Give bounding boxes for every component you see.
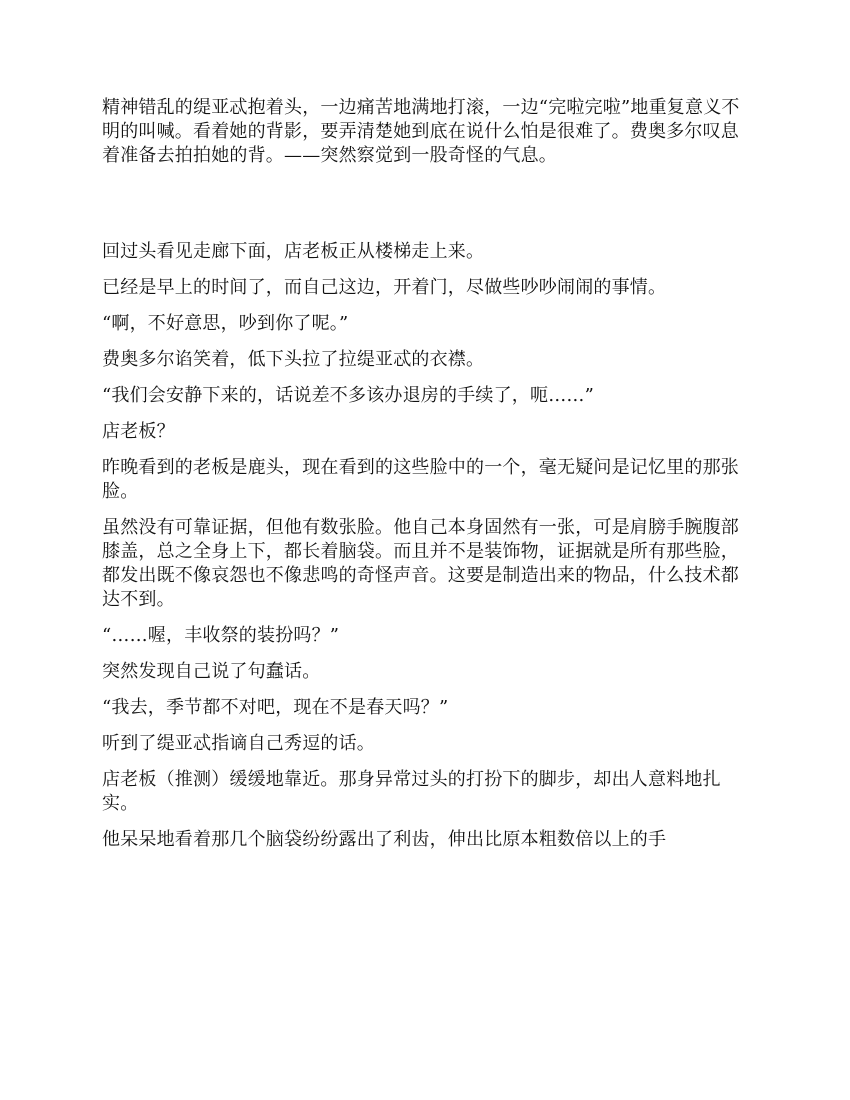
paragraph: “……喔，丰收祭的装扮吗？” [102,625,340,646]
paragraph: “我们会安静下来的，话说差不多该办退房的手续了，呃……” [102,385,595,406]
paragraph: 店老板（推测）缓缓地靠近。那身异常过头的打扮下的脚步，却出人意料地扎实。 [102,769,721,814]
paragraph: 突然发现自己说了句蠢话。 [102,661,321,682]
paragraph: 回过头看见走廊下面，店老板正从楼梯走上来。 [102,241,485,262]
paragraph: 听到了缇亚忒指谪自己秀逗的话。 [102,733,375,754]
paragraph: 昨晚看到的老板是鹿头，现在看到的这些脸中的一个，毫无疑问是记忆里的那张脸。 [102,457,739,502]
paragraph: “啊，不好意思，吵到你了呢。” [102,313,349,334]
document-page [102,96,752,864]
paragraph: “我去，季节都不对吧，现在不是春天吗？” [102,697,449,718]
paragraph: 已经是早上的时间了，而自己这边，开着门，尽做些吵吵闹闹的事情。 [102,277,667,298]
paragraph: 费奥多尔谄笑着，低下头拉了拉缇亚忒的衣襟。 [102,349,485,370]
paragraph: 虽然没有可靠证据，但他有数张脸。他自己本身固然有一张，可是肩膀手腕腹部膝盖，总之全身上下，都长着脑袋。而且并不是装饰物，证据就是所有那些脸，都发出既不像哀怨也不像悲鸣的奇怪声音。这要是制造出来的物品，什么技术都达不到。 [102,517,739,610]
section-break [102,180,752,240]
paragraph-intro: 精神错乱的缇亚忒抱着头，一边痛苦地满地打滚，一边“完啦完啦”地重复意义不明的叫喊。看着她的背影，要弄清楚她到底在说什么怕是很难了。费奥多尔叹息着准备去拍拍她的背。——突然察觉到一股奇怪的气息。 [102,97,740,166]
paragraph: 他呆呆地看着那几个脑袋纷纷露出了利齿，伸出比原本粗数倍以上的手 [102,829,667,850]
paragraph: 店老板？ [102,421,175,442]
